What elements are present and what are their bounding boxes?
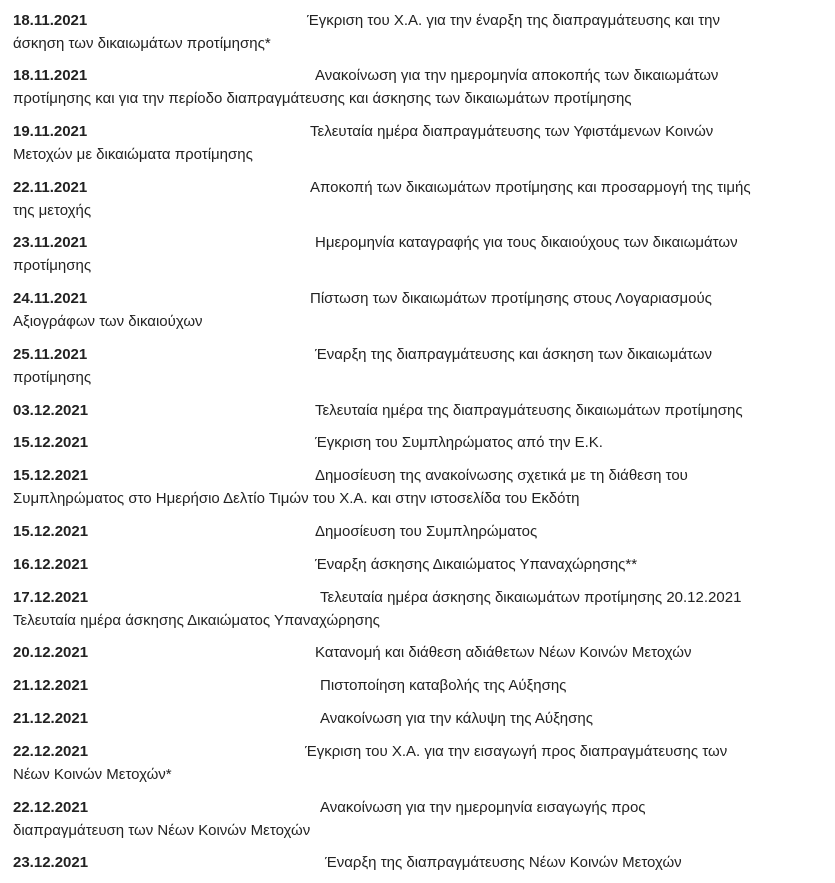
entry-description-continued: Τελευταία ημέρα άσκησης Δικαιώματος Υπαναχώρησης: [13, 612, 380, 629]
entry-date: 21.12.2021: [13, 677, 89, 694]
timeline-entry: [13, 464, 828, 510]
timeline-entry: [13, 553, 828, 576]
entry-date: 22.12.2021: [13, 799, 89, 816]
timeline-entry: [13, 231, 828, 277]
entry-date: 20.12.2021: [13, 644, 89, 661]
entry-date: 25.11.2021: [13, 346, 88, 363]
timeline-entry: [13, 287, 828, 333]
timeline-entry: [13, 431, 828, 454]
entry-description-continued: άσκηση των δικαιωμάτων προτίμησης*: [13, 35, 271, 52]
timeline-entry: [13, 586, 828, 632]
entry-date: 22.11.2021: [13, 179, 88, 196]
entry-description-continued: διαπραγμάτευση των Νέων Κοινών Μετοχών: [13, 822, 311, 839]
entry-description-continued: προτίμησης: [13, 369, 92, 386]
timeline-entry: [13, 707, 828, 730]
entry-date: 16.12.2021: [13, 556, 89, 573]
entry-description-continued: Νέων Κοινών Μετοχών*: [13, 766, 172, 783]
entry-description: Τελευταία ημέρα της διαπραγμάτευσης δικαιωμάτων προτίμησης: [315, 402, 743, 419]
entry-description: Ανακοίνωση για την ημερομηνία εισαγωγής προς: [320, 799, 646, 816]
timeline-entry: [13, 343, 828, 389]
entry-date: 23.11.2021: [13, 234, 88, 251]
entry-description: Έναρξη της διαπραγμάτευσης και άσκηση των δικαιωμάτων: [315, 346, 712, 363]
timeline-entry: [13, 796, 828, 842]
entry-date: 18.11.2021: [13, 67, 88, 84]
entry-date: 18.11.2021: [13, 12, 88, 29]
entry-description: Δημοσίευση της ανακοίνωσης σχετικά με τη διάθεση του: [315, 467, 688, 484]
entry-description: Ανακοίνωση για την κάλυψη της Αύξησης: [320, 710, 593, 727]
timeline-entry: [13, 120, 828, 166]
entry-description: Τελευταία ημέρα άσκησης δικαιωμάτων προτίμησης 20.12.2021: [320, 589, 742, 606]
entry-date: 23.12.2021: [13, 854, 89, 871]
entry-description: Πιστοποίηση καταβολής της Αύξησης: [320, 677, 567, 694]
entry-date: 19.11.2021: [13, 123, 88, 140]
timeline-entry: [13, 520, 828, 543]
timeline-entry: [13, 64, 828, 110]
entry-date: 15.12.2021: [13, 467, 89, 484]
entry-description-continued: Συμπληρώματος στο Ημερήσιο Δελτίο Τιμών του Χ.Α. και στην ιστοσελίδα του Εκδότη: [13, 490, 580, 507]
timeline-entry: [13, 740, 828, 786]
entry-description-continued: της μετοχής: [13, 202, 92, 219]
entry-date: 15.12.2021: [13, 523, 89, 540]
entry-description: Κατανομή και διάθεση αδιάθετων Νέων Κοινών Μετοχών: [315, 644, 692, 661]
timeline-entry: [13, 641, 828, 664]
timeline-entry: [13, 851, 828, 874]
entry-description: Τελευταία ημέρα διαπραγμάτευσης των Υφιστάμενων Κοινών: [310, 123, 714, 140]
entry-date: 24.11.2021: [13, 290, 88, 307]
entry-date: 15.12.2021: [13, 434, 89, 451]
entry-description-continued: Μετοχών με δικαιώματα προτίμησης: [13, 146, 253, 163]
entry-description: Πίστωση των δικαιωμάτων προτίμησης στους Λογαριασμούς: [310, 290, 712, 307]
entry-description-continued: προτίμησης και για την περίοδο διαπραγμάτευσης και άσκησης των δικαιωμάτων προτίμησης: [13, 90, 632, 107]
entry-description: Έναρξη άσκησης Δικαιώματος Υπαναχώρησης**: [315, 556, 638, 573]
entry-description-continued: Αξιογράφων των δικαιούχων: [13, 313, 203, 330]
entry-description: Ανακοίνωση για την ημερομηνία αποκοπής των δικαιωμάτων: [315, 67, 719, 84]
timeline-entry: [13, 674, 828, 697]
timeline-entry: [13, 176, 828, 222]
entry-date: 17.12.2021: [13, 589, 89, 606]
entry-description: Έγκριση του Συμπληρώματος από την Ε.Κ.: [315, 434, 603, 451]
entry-date: 03.12.2021: [13, 402, 89, 419]
entry-description: Έγκριση του Χ.Α. για την έναρξη της διαπραγμάτευσης και την: [307, 12, 721, 29]
entry-description: Ημερομηνία καταγραφής για τους δικαιούχους των δικαιωμάτων: [315, 234, 738, 251]
timeline-entry: [13, 399, 828, 422]
entry-description: Αποκοπή των δικαιωμάτων προτίμησης και προσαρμογή της τιμής: [310, 179, 751, 196]
entry-date: 21.12.2021: [13, 710, 89, 727]
entry-description: Έναρξη της διαπραγμάτευσης Νέων Κοινών Μετοχών: [325, 854, 682, 871]
entry-description-continued: προτίμησης: [13, 257, 92, 274]
entry-description: Δημοσίευση του Συμπληρώματος: [315, 523, 538, 540]
entry-description: Έγκριση του Χ.Α. για την εισαγωγή προς διαπραγμάτευσης των: [305, 743, 728, 760]
entry-date: 22.12.2021: [13, 743, 89, 760]
timeline-entry: [13, 9, 828, 55]
